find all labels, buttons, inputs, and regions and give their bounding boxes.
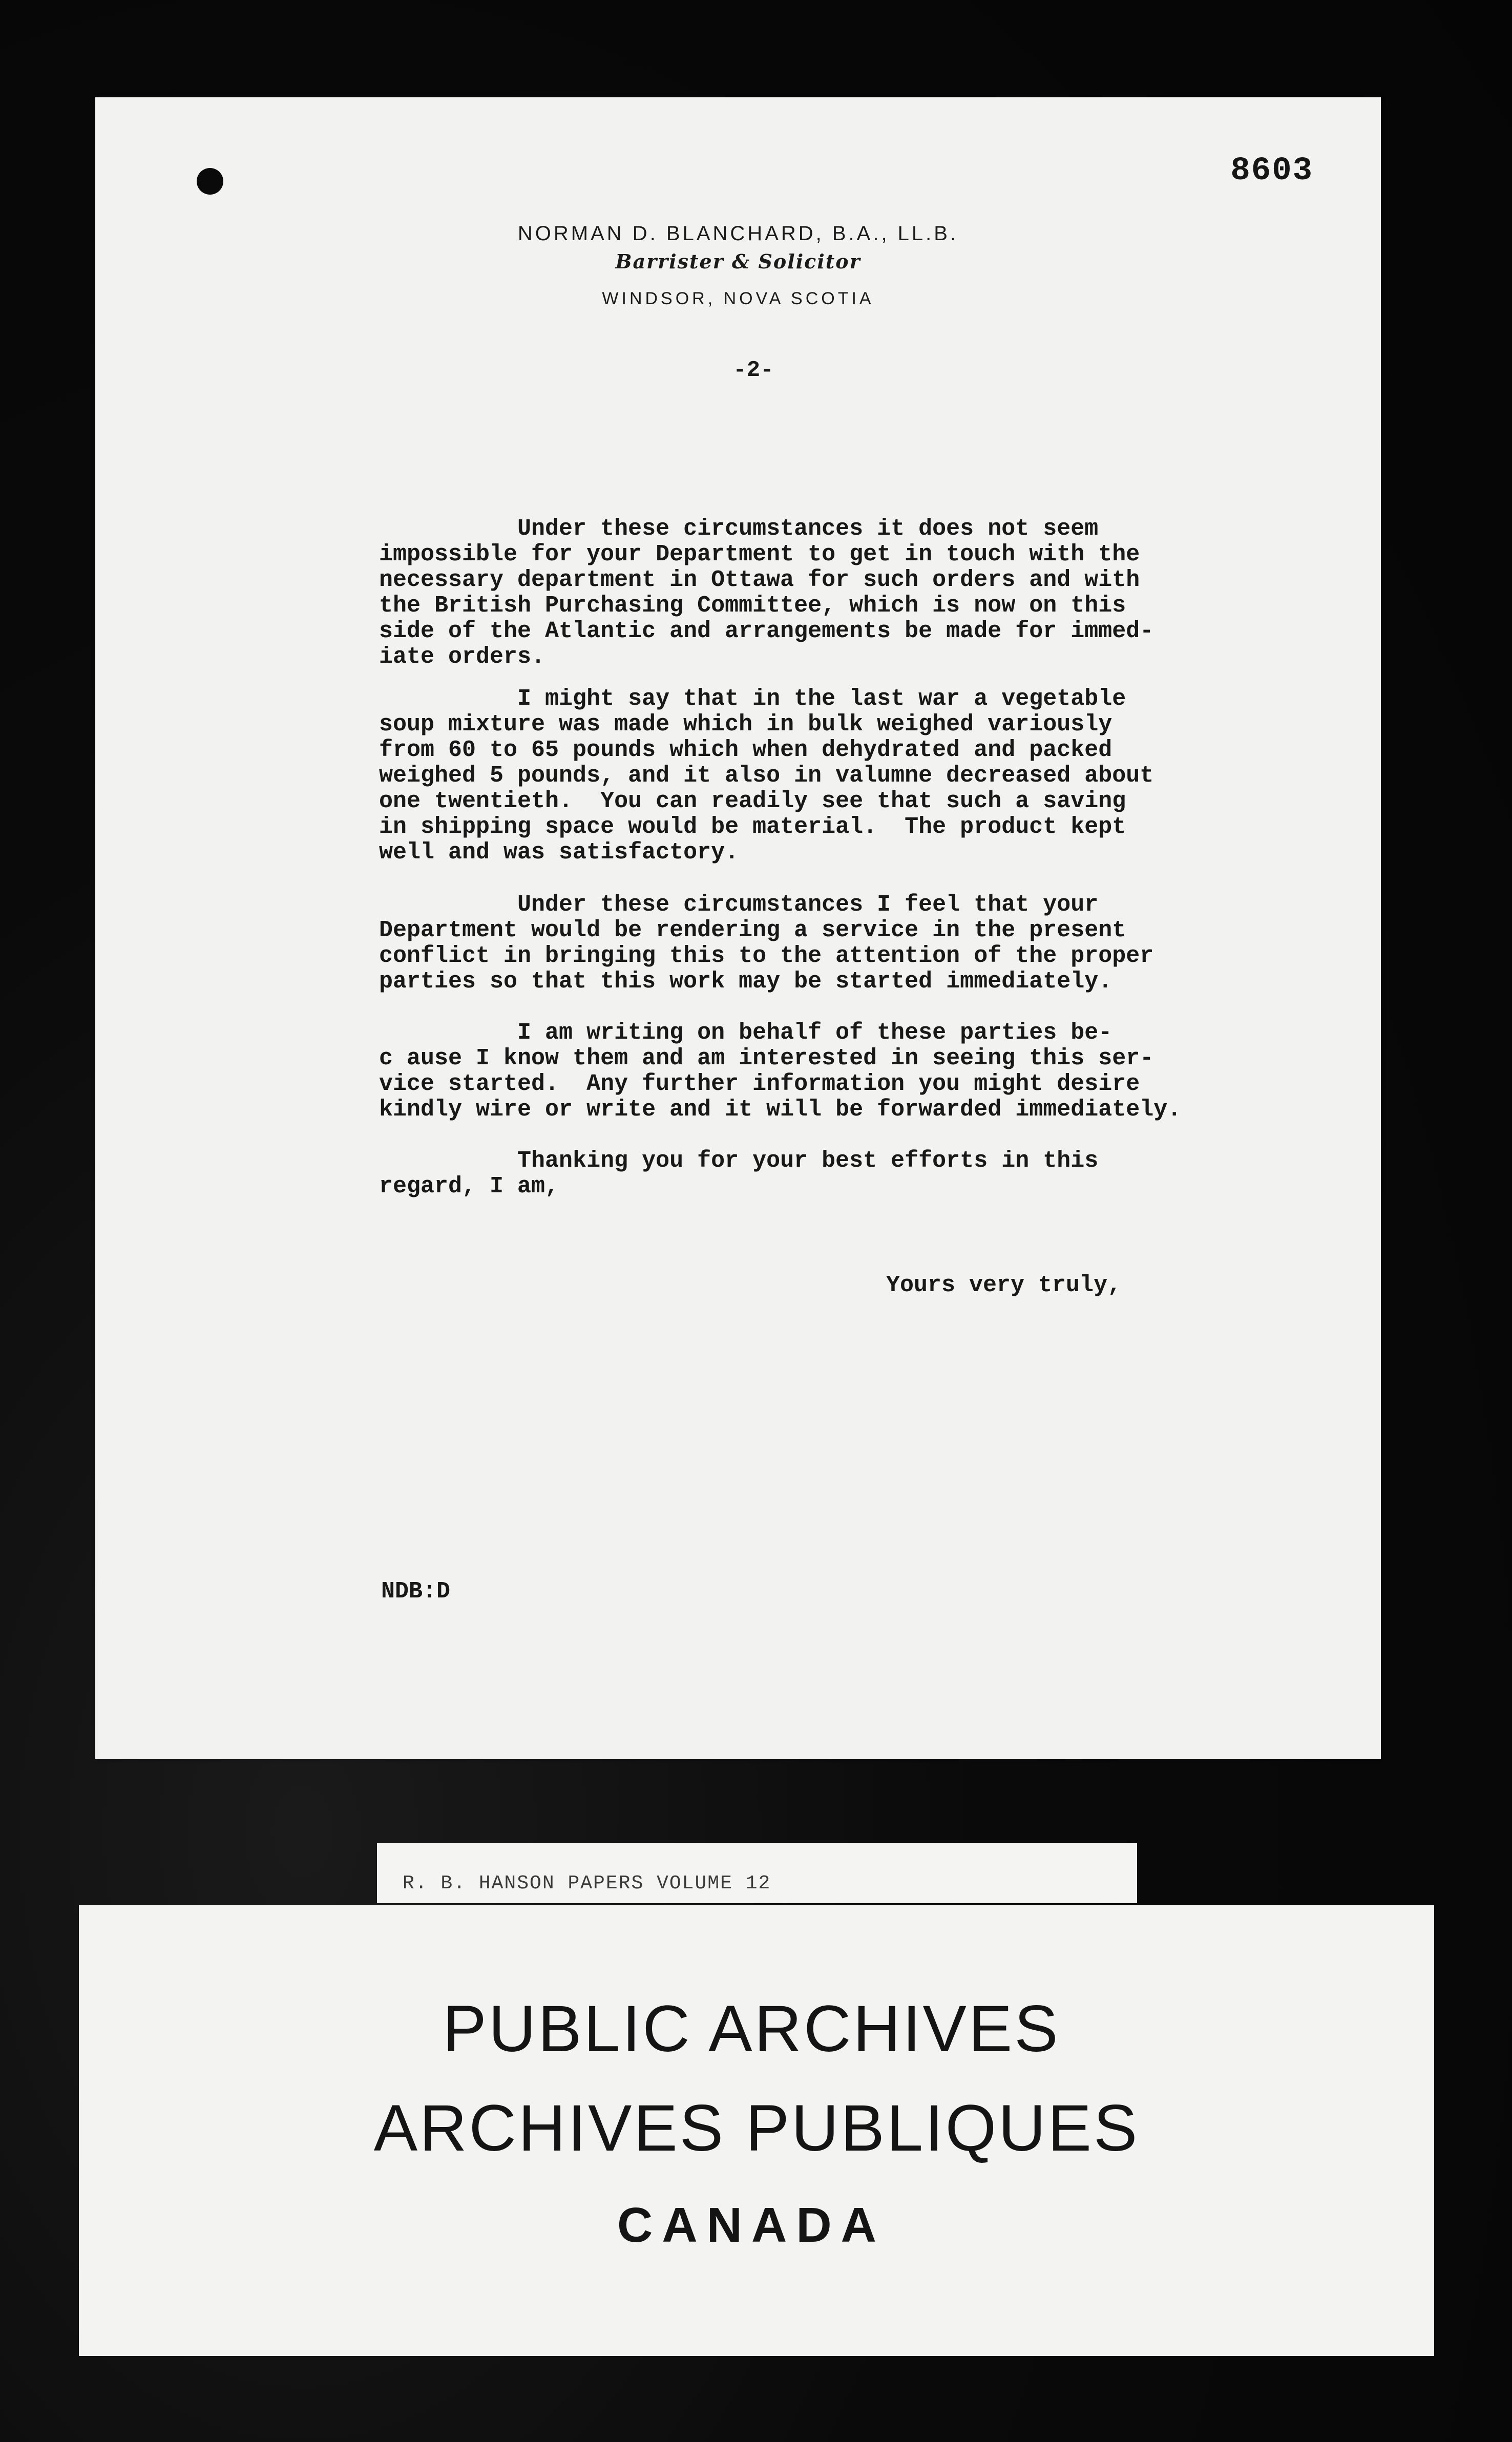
volume-tag: R. B. HANSON PAPERS VOLUME 12 <box>377 1843 1137 1903</box>
letterhead-location: WINDSOR, NOVA SCOTIA <box>602 289 874 308</box>
stamp-line-french: ARCHIVES PUBLIQUES <box>373 2092 1140 2165</box>
initials: NDB:D <box>381 1578 451 1605</box>
page-number: 8603 <box>1230 153 1313 190</box>
paragraph-4: I am writing on behalf of these parties be- c ause I know them and am interested in seeing this ser- vice started. Any further information you might desire kindly wire or write and it will be forwarded immediately. <box>379 1020 1182 1123</box>
paragraph-1: Under these circumstances it does not seem impossible for your Department to get in touch with the necessary department in Ottawa for such orders and with the British Purchasing Committee, which is now on this side of the Atlantic and arrangements be made for immed- iate orders. <box>379 516 1154 670</box>
closing: Yours very truly, <box>886 1272 1122 1298</box>
archives-stamp <box>79 1905 1434 2356</box>
paragraph-3: Under these circumstances I feel that your Department would be rendering a service in the present conflict in bringing this to the attention of the proper parties so that this work may be started immediately. <box>379 892 1154 995</box>
letterhead-title: Barrister & Solicitor <box>615 250 861 273</box>
stamp-line-english: PUBLIC ARCHIVES <box>443 1992 1060 2066</box>
letter-page <box>95 97 1381 1759</box>
paragraph-5: Thanking you for your best efforts in this regard, I am, <box>379 1148 1099 1199</box>
paragraph-2: I might say that in the last war a vegetable soup mixture was made which in bulk weighed variously from 60 to 65 pounds which when dehydrated and packed weighed 5 pounds, and it also in valumne decreased about one twentieth. You can readily see that such a saving in shipping space would be material. The product kept well and was satisfactory. <box>379 686 1154 866</box>
page-marker: -2- <box>733 357 774 383</box>
stamp-line-country: CANADA <box>617 2198 886 2252</box>
punch-hole <box>197 168 223 195</box>
letterhead-name: NORMAN D. BLANCHARD, B.A., LL.B. <box>517 222 959 245</box>
